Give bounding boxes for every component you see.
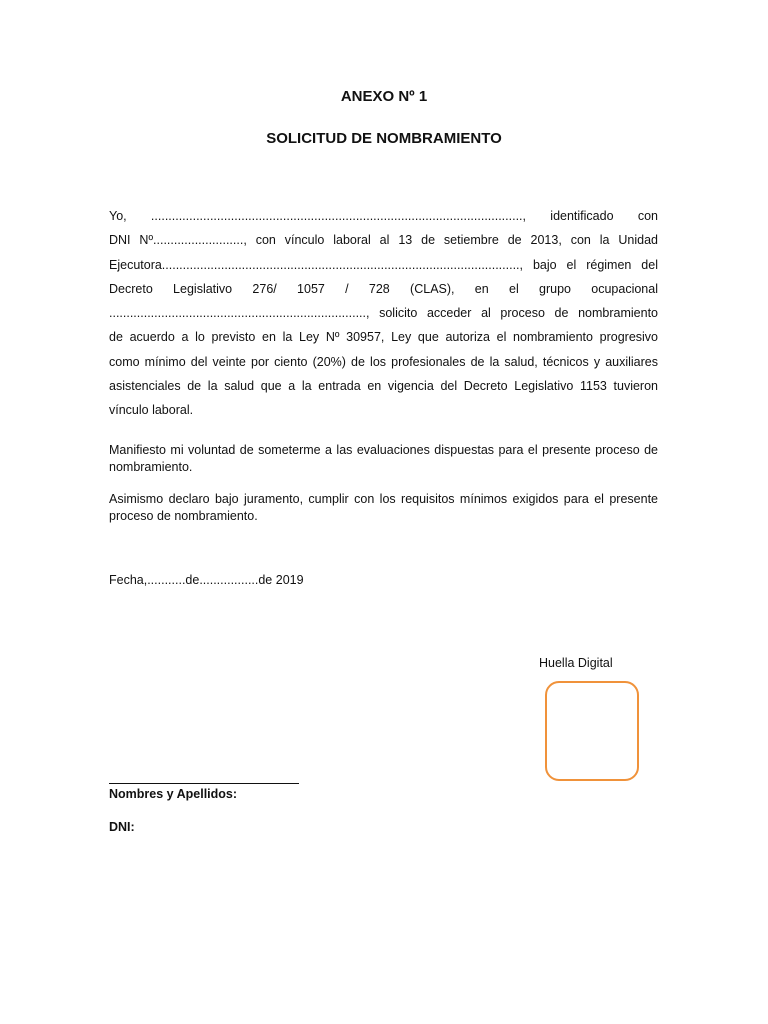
signature-line	[109, 783, 299, 784]
willingness-paragraph: Manifiesto mi voluntad de someterme a las evaluaciones dispuestas para el presente proceso de nombramiento.	[109, 443, 658, 474]
paragraph-line: Decreto Legislativo 276/ 1057 / 728 (CLAS), en el grupo ocupacional	[109, 281, 658, 296]
dni-label: DNI:	[109, 820, 135, 834]
paragraph-line: de acuerdo a lo previsto en la Ley Nº 30957, Ley que autoriza el nombramiento progresivo	[109, 330, 658, 345]
paragraph-line: DNI Nº.........................., con vínculo laboral al 13 de setiembre de 2013, con la Unidad	[109, 233, 658, 248]
fingerprint-box	[545, 681, 639, 781]
paragraph-line: Yo, ..........................................................................................................., identificado con	[109, 209, 658, 223]
paragraph-line: .........................................................................., solicito acceder al proceso de nombramiento	[109, 306, 658, 321]
paragraph-line: vínculo laboral.	[109, 403, 194, 418]
request-paragraph	[109, 204, 658, 423]
document-title: SOLICITUD DE NOMBRAMIENTO	[266, 130, 502, 147]
paragraph-line: asistenciales de la salud que a la entrada en vigencia del Decreto Legislativo 1153 tuvieron	[109, 379, 658, 394]
paragraph-line: como mínimo del veinte por ciento (20%) de los profesionales de la salud, técnicos y auxiliares	[109, 354, 658, 369]
names-label: Nombres y Apellidos:	[109, 787, 238, 801]
date-line: Fecha,...........de.................de 2019	[109, 573, 304, 587]
annex-title: ANEXO Nº 1	[340, 88, 428, 105]
fingerprint-label: Huella Digital	[539, 656, 613, 670]
paragraph-line: Ejecutora......................................................................................................., bajo el régimen del	[109, 257, 658, 272]
oath-paragraph: Asimismo declaro bajo juramento, cumplir con los requisitos mínimos exigidos para el presente proceso de nombramiento.	[109, 492, 658, 523]
